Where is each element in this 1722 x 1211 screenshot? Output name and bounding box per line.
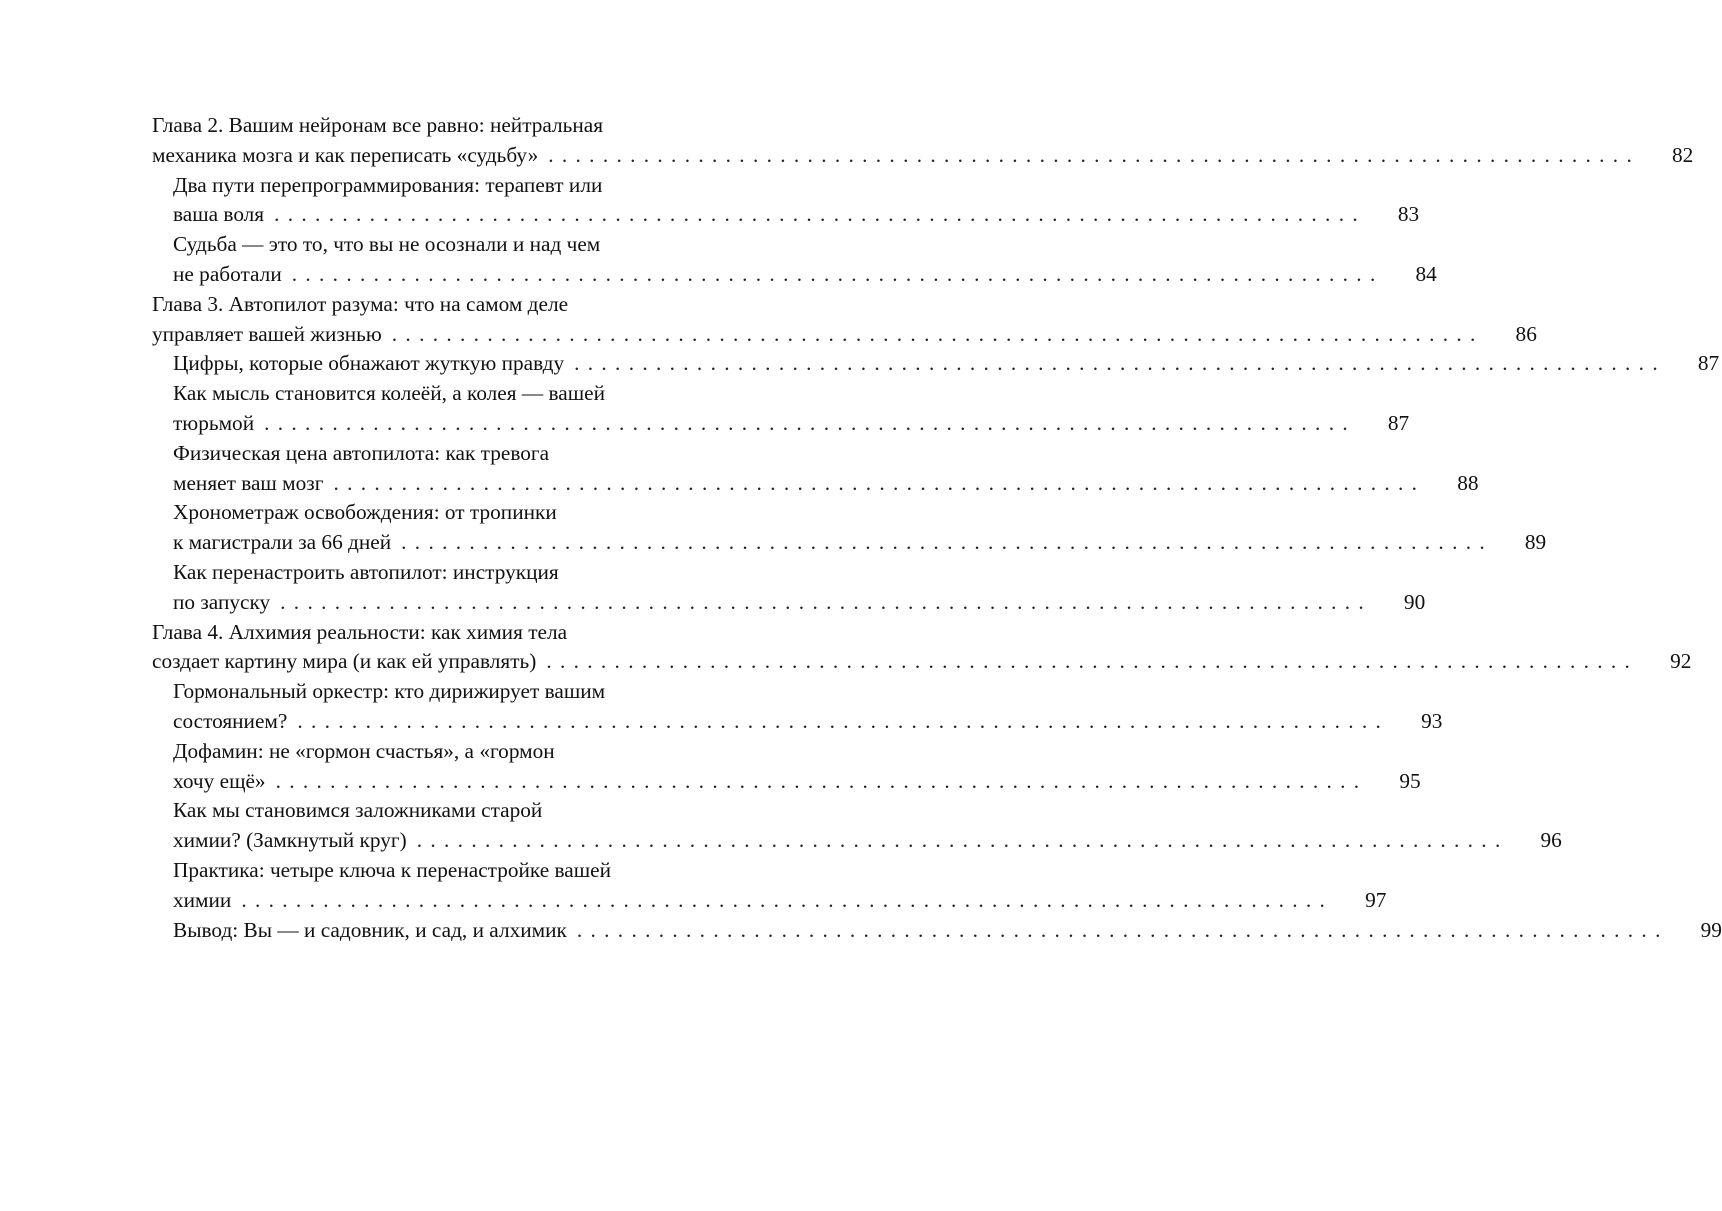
dot-leader: . . . . . . . . . . . . . . . . . . . . . . . . . . . . . . . . . . . . . . . . . . . . . . . . . . . . . . . . . . . . . . . . . . . . . . . . . . . . . . . .	[333, 470, 1419, 495]
toc-entry-title-end: механика мозга и как переписать «судьбу»	[152, 142, 539, 167]
toc-page-number: 83	[1397, 202, 1420, 227]
dot-leader: . . . . . . . . . . . . . . . . . . . . . . . . . . . . . . . . . . . . . . . . . . . . . . . . . . . . . . . . . . . . . . . . . . . . . . . . . . . . . . . .	[241, 887, 1327, 912]
toc-entry	[152, 230, 1437, 290]
toc-entry-title-end: ваша воля	[173, 202, 265, 227]
toc-entry-title: Судьба — это то, что вы не осознали и над чем	[173, 232, 601, 257]
toc-entry-title-end: тюрьмой	[173, 410, 255, 435]
toc-entry-title-end: управляет вашей жизнью	[152, 321, 382, 346]
dot-leader: . . . . . . . . . . . . . . . . . . . . . . . . . . . . . . . . . . . . . . . . . . . . . . . . . . . . . . . . . . . . . . . . . . . . . . . . . . . . . . . .	[576, 917, 1662, 942]
toc-page-number: 87	[1697, 351, 1720, 376]
toc-page-number: 97	[1365, 887, 1387, 912]
toc-entry	[152, 618, 1692, 678]
toc-entry-title: Глава 4. Алхимия реальности: как химия тела	[152, 619, 568, 644]
toc-entry-title-end: к магистрали за 66 дней	[173, 530, 392, 555]
toc-entry-title: Хронометраж освобождения: от тропинки	[173, 500, 557, 525]
toc-entry	[152, 349, 1720, 379]
toc-page-number: 82	[1671, 142, 1694, 167]
toc-entry	[152, 439, 1479, 499]
toc-entry-title: Гормональный оркестр: кто дирижирует вашим	[173, 679, 606, 704]
toc-page-number: 89	[1524, 530, 1547, 555]
toc-entry-title: Как мы становимся заложниками старой	[173, 798, 543, 823]
toc-entry-title: Глава 3. Автопилот разума: что на самом деле	[152, 291, 569, 316]
toc-entry	[152, 737, 1421, 797]
toc-page-number: 99	[1700, 917, 1722, 942]
dot-leader: . . . . . . . . . . . . . . . . . . . . . . . . . . . . . . . . . . . . . . . . . . . . . . . . . . . . . . . . . . . . . . . . . . . . . . . . . . . . . . . .	[391, 321, 1477, 346]
dot-leader: . . . . . . . . . . . . . . . . . . . . . . . . . . . . . . . . . . . . . . . . . . . . . . . . . . . . . . . . . . . . . . . . . . . . . . . . . . . . . . . .	[401, 530, 1487, 555]
dot-leader: . . . . . . . . . . . . . . . . . . . . . . . . . . . . . . . . . . . . . . . . . . . . . . . . . . . . . . . . . . . . . . . . . . . . . . . . . . . . . . . .	[291, 261, 1377, 286]
dot-leader: . . . . . . . . . . . . . . . . . . . . . . . . . . . . . . . . . . . . . . . . . . . . . . . . . . . . . . . . . . . . . . . . . . . . . . . . . . . . . . . .	[280, 589, 1366, 614]
toc-entry-title-end: химии	[173, 887, 232, 912]
toc-entry	[152, 111, 1694, 171]
table-of-contents	[152, 111, 1722, 945]
toc-page-number: 92	[1670, 649, 1692, 674]
toc-entry-title-end: хочу ещё»	[173, 768, 266, 793]
dot-leader: . . . . . . . . . . . . . . . . . . . . . . . . . . . . . . . . . . . . . . . . . . . . . . . . . . . . . . . . . . . . . . . . . . . . . . . . . . . . . . . .	[574, 351, 1660, 376]
toc-entry-title: Глава 2. Вашим нейронам все равно: нейтральная	[152, 113, 604, 137]
dot-leader: . . . . . . . . . . . . . . . . . . . . . . . . . . . . . . . . . . . . . . . . . . . . . . . . . . . . . . . . . . . . . . . . . . . . . . . . . . . . . . . .	[275, 768, 1361, 793]
dot-leader: . . . . . . . . . . . . . . . . . . . . . . . . . . . . . . . . . . . . . . . . . . . . . . . . . . . . . . . . . . . . . . . . . . . . . . . . . . . . . . . .	[548, 142, 1634, 167]
toc-entry	[152, 856, 1387, 916]
toc-entry-title-end: состоянием?	[173, 708, 288, 733]
toc-entry	[152, 498, 1547, 558]
toc-page-number: 90	[1403, 589, 1426, 614]
toc-entry-title-end: создает картину мира (и как ей управлять)	[152, 649, 537, 674]
toc-entry-title-end: химии? (Замкнутый круг)	[173, 828, 407, 853]
toc-page-number: 96	[1540, 828, 1562, 853]
toc-entry	[152, 290, 1537, 350]
dot-leader: . . . . . . . . . . . . . . . . . . . . . . . . . . . . . . . . . . . . . . . . . . . . . . . . . . . . . . . . . . . . . . . . . . . . . . . . . . . . . . . .	[297, 708, 1383, 733]
toc-page-number: 93	[1421, 708, 1443, 733]
toc-entry-title: Физическая цена автопилота: как тревога	[173, 440, 550, 465]
toc-entry	[152, 916, 1722, 946]
dot-leader: . . . . . . . . . . . . . . . . . . . . . . . . . . . . . . . . . . . . . . . . . . . . . . . . . . . . . . . . . . . . . . . . . . . . . . . . . . . . . . . .	[546, 649, 1632, 674]
toc-entry	[152, 558, 1426, 618]
toc-entry	[152, 677, 1443, 737]
toc-entry-title-end: Цифры, которые обнажают жуткую правду	[173, 351, 565, 376]
toc-entry-title: Два пути перепрограммирования: терапевт или	[173, 172, 603, 197]
toc-entry	[152, 379, 1410, 439]
toc-page-number: 84	[1415, 261, 1437, 286]
toc-entry-title-end: не работали	[173, 261, 282, 286]
toc-entry-title: Как перенастроить автопилот: инструкция	[173, 559, 559, 584]
toc-entry-title-end: меняет ваш мозг	[173, 470, 324, 495]
toc-page-number: 95	[1399, 768, 1421, 793]
toc-entry-title-end: по запуску	[173, 589, 271, 614]
toc-entry	[152, 171, 1420, 231]
toc-page-number: 88	[1457, 470, 1479, 495]
dot-leader: . . . . . . . . . . . . . . . . . . . . . . . . . . . . . . . . . . . . . . . . . . . . . . . . . . . . . . . . . . . . . . . . . . . . . . . . . . . . . . . .	[264, 410, 1350, 435]
toc-page-number: 86	[1515, 321, 1537, 346]
toc-entry-title: Дофамин: не «гормон счастья», а «гормон	[173, 738, 555, 763]
toc-entry-title-end: Вывод: Вы — и садовник, и сад, и алхимик	[173, 917, 567, 942]
toc-page-number: 87	[1387, 410, 1410, 435]
dot-leader: . . . . . . . . . . . . . . . . . . . . . . . . . . . . . . . . . . . . . . . . . . . . . . . . . . . . . . . . . . . . . . . . . . . . . . . . . . . . . . . .	[274, 202, 1360, 227]
toc-entry-title: Практика: четыре ключа к перенастройке вашей	[173, 857, 611, 882]
toc-entry	[152, 796, 1562, 856]
dot-leader: . . . . . . . . . . . . . . . . . . . . . . . . . . . . . . . . . . . . . . . . . . . . . . . . . . . . . . . . . . . . . . . . . . . . . . . . . . . . . . . .	[416, 828, 1502, 853]
toc-entry-title: Как мысль становится колеёй, а колея — вашей	[173, 381, 605, 406]
